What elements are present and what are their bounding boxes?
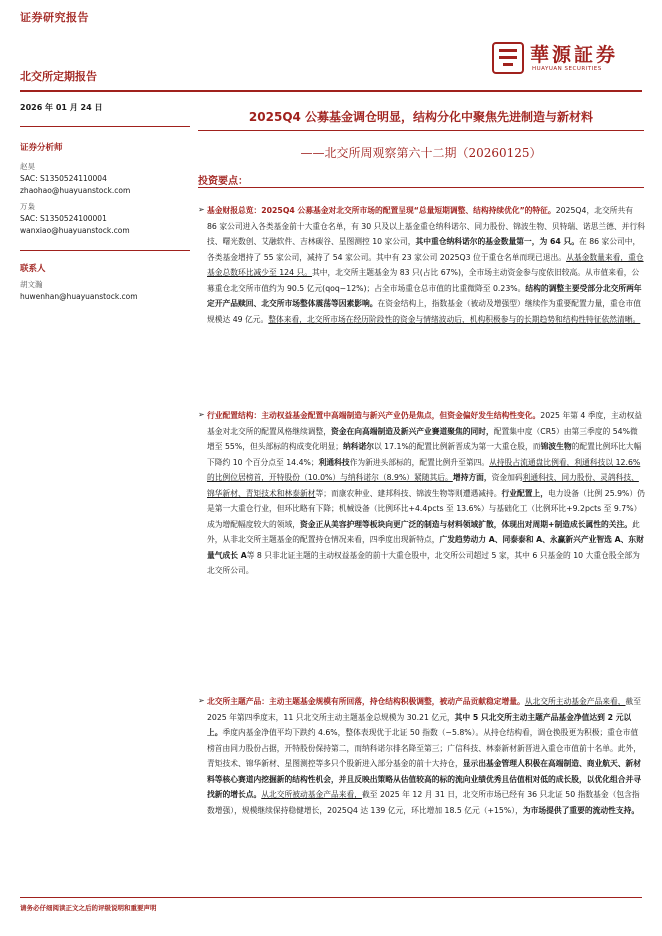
contact-email[interactable]: huwenhan@huayuanstock.com (20, 292, 138, 301)
key-points-divider (198, 187, 644, 188)
analyst-sac: SAC: S1350524110004 (20, 174, 107, 183)
header-divider (20, 90, 642, 92)
paragraph-theme-products: 北交所主题产品：主动主题基金规模有所回落，持仓结构积极调整，被动产品贡献稳定增量。从北交所主动基金产品来看，截至 2025 年第四季度末，11 只北交所主动主题基金总规模为 30.21 亿元，其中 5 只北交所主动主题产品基金净值达到 2 元以上。季度内基金净值平均下跌约 4.6%，整体表现优于北证 50 指数（−5.8%）。从持仓结构看，调仓换股更为积极；重仓市值榜首由同力股份占据，开特股份保持第二，而纳科诺尔排名降至第三；广信科技、林泰新材新晋进入重仓市值前十名单。此外，青矩技术、锦华新材、星图测控等多只个股新进入部分基金的前十大持仓，显示出基金管理人积极在高端制造、商业航天、新材料等核心赛道内挖掘新的结构性机会，并且反映出策略从估值较高的标的流向业绩优秀且估值相对低的成长股，以优化组合并寻找新的增长点。从北交所被动基金产品来看，截至 2025 年 12 月 31 日，北交所市场已经有 36 只北证 50 指数基金（包含指数增强），规模继续保持稳健增长，2025Q4 达 139 亿元，环比增加 18.5 亿元（+15%），为市场提供了重要的流动性支持。 (207, 697, 642, 815)
sidebar-divider (20, 126, 190, 127)
logo-en-text: HUAYUAN SECURITIES (532, 66, 602, 72)
analyst-sac: SAC: S1350524100001 (20, 214, 107, 223)
analyst-name: 赵昊 (20, 162, 35, 171)
sidebar-divider (20, 250, 190, 251)
contact-name: 胡文瀚 (20, 280, 43, 289)
footer-disclaimer: 请务必仔细阅读正文之后的评级说明和重要声明 (20, 904, 157, 912)
report-type-label: 证券研究报告 (20, 11, 89, 24)
page-subtitle: ——北交所周观察第六十二期（20260125） (300, 146, 542, 160)
analyst-name: 万枭 (20, 202, 35, 211)
analyst-heading: 证券分析师 (20, 143, 63, 153)
bullet-arrow-icon: ➢ (198, 410, 205, 419)
analyst-email[interactable]: wanxiao@huayuanstock.com (20, 226, 130, 235)
logo-emblem-icon (492, 42, 524, 74)
huayuan-logo (492, 40, 632, 80)
key-points-heading: 投资要点： (198, 176, 248, 187)
title-divider (198, 130, 644, 131)
page-title: 2025Q4 公募基金调仓明显，结构分化中聚焦先进制造与新材料 (248, 110, 594, 124)
paragraph-fund-overview: 基金财报总览：2025Q4 公募基金对北交所市场的配置呈现“总量短期调整、结构持续优化”的特征。2025Q4，北交所共有 86 家公司进入各类基金前十大重仓名单，有 30 只及以上基金重仓纳科诺尔、同力股份、锦波生物、贝特瑞、诺思兰德、并行科技、曙光数创、艾融软件、吉林碳谷、星图测控 10 家公司，其中重仓纳科诺尔的基金数量第一，为 64 只。在 86 家公司中，各类基金增持了 55 家公司，减持了 54 家公司。其中有 23 家公司 2025Q3 位于重仓名单而现已退出。从基金数量来看，重仓基金总数环比减少至 124 只。其中，北交所主题基金为 83 只(占比 67%)，全市场主动资金参与度依旧较高。从市值来看，公募重仓北交所市值约为 90.5 亿元(qoq−12%)；占全市场重仓总市值的比重微降至 0.23%。结构的调整主要受部分北交所两年定开产品赎回、北交所市场整体震荡等因素影响。在资金结构上，指数基金（被动及增强型）继续作为重要配置力量，重仓市值规模达 49 亿元。整体来看，北交所市场在经历阶段性的资金与情绪波动后，机构积极参与的长期趋势和结构性特征依然清晰。 (207, 206, 645, 324)
footer-divider (20, 897, 642, 898)
analyst-email[interactable]: zhaohao@huayuanstock.com (20, 186, 131, 195)
bullet-arrow-icon: ➢ (198, 696, 205, 705)
report-date: 2026 年 01 月 24 日 (20, 103, 103, 112)
bullet-arrow-icon: ➢ (198, 205, 205, 214)
paragraph-industry-allocation: 行业配置结构：主动权益基金配置中高端制造与新兴产业仍是焦点，但资金偏好发生结构性变化。2025 年第 4 季度，主动权益基金对北交所的配置风格继续调整，资金在向高端制造及新兴产业賽道聚焦的同时，配置集中度（CR5）由第三季度的 54%微增至 55%，但头部标的构成变化明显；纳科诺尔以 17.1%的配置比例新晋成为第一大重仓股，而锦波生物的配置比例环比大幅下降约 10 个百分点至 14.4%；利通科技作为新进头部标的，配置比例升至第四。从持股占流通盘比例看，利通科技以 12.6%的比例位居榜首，开特股份（10.0%）与纳科诺尔（8.9%）紧随其后。增持方面，资金加码利通科技、同力股份、灵鸽科技、锦华新材、青矩技术和林泰新材等；而康农种业、建邦科技、锦波生物等则遭遇减持。行业配置上，电力设备（比例 25.9%）仍是第一大重仓行业，但环比略有下降；机械设备（比例环比+4.4pcts 至 13.6%）与基础化工（比例环比+9.2pcts 至 9.7%）成为增配幅度较大的领域，资金正从美容护理等板块向更广泛的制造与材料领域扩散，体现出对周期+制造成长属性的关注。此外，从非北交所主题基金的配置持仓情况来看，四季度出现新特点，广发趋势动力 A、同泰泰和 A、永赢新兴产业智选 A、东财量气成长 A等 8 只非北证主题的主动权益基金的前十大重仓股中，北交所公司超过 5 家，其中 6 只基金的 10 大重仓股全部为北交所公司。 (207, 411, 645, 575)
contact-heading: 联系人 (20, 264, 46, 274)
section-label: 北交所定期报告 (20, 70, 97, 83)
logo-cn-text: 華源証券 (530, 44, 619, 66)
